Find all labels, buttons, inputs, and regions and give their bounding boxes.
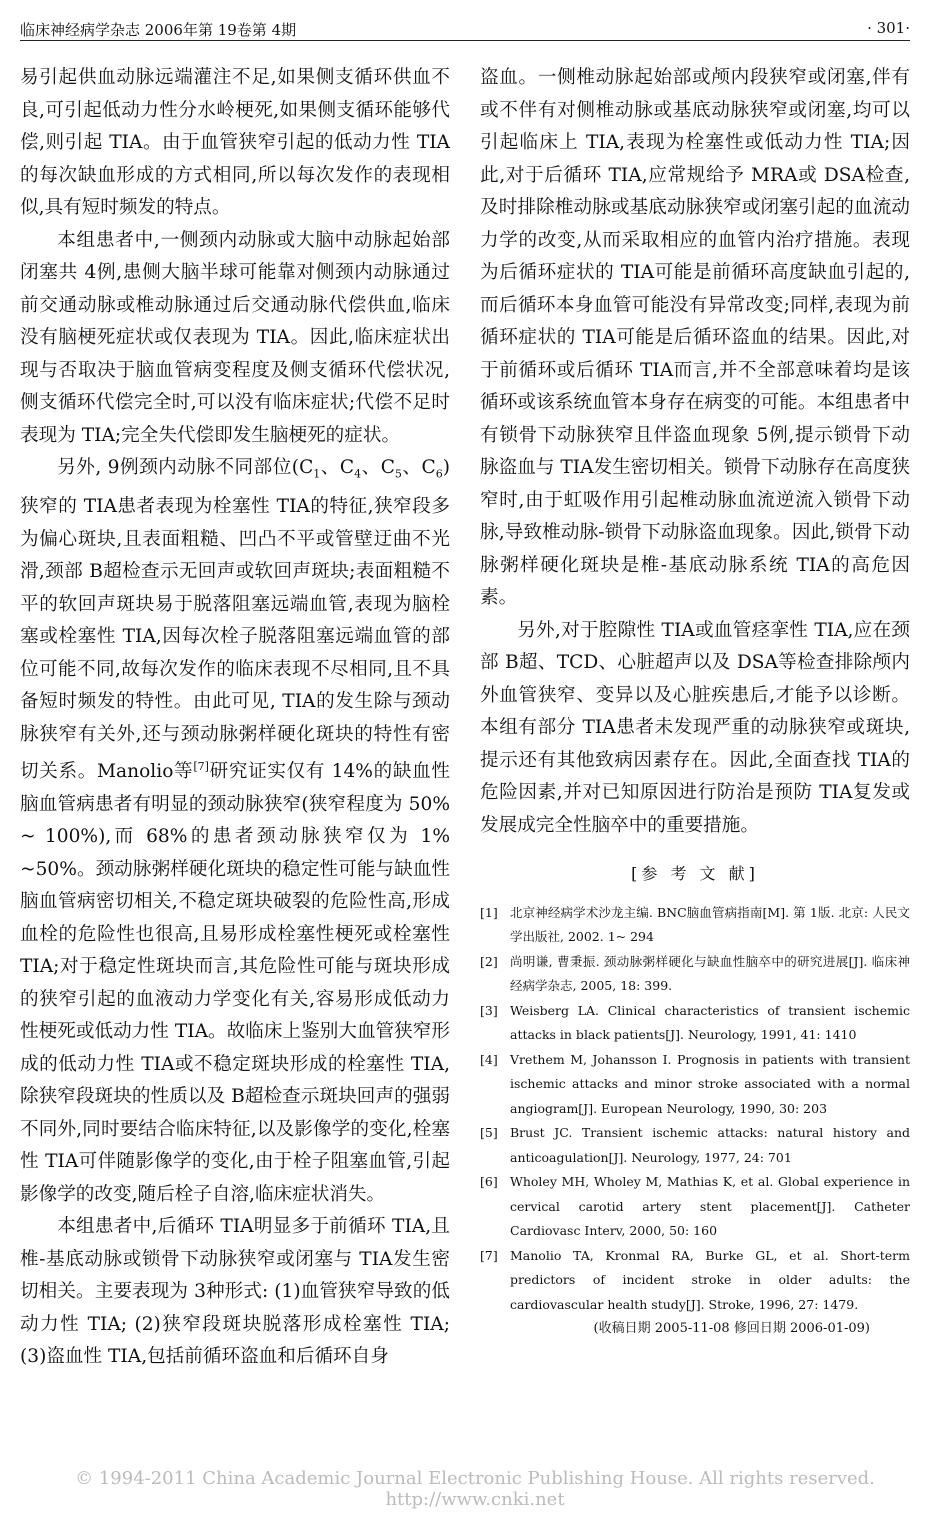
reference-text: Brust JC. Transient ischemic attacks: natural history and anticoagulation[J]. Neurology, 1977, 24: 701	[510, 1125, 910, 1165]
reference-text: Manolio TA, Kronmal RA, Burke GL, et al. Short-term predictors of incident stroke in older adults: the cardiovascular health study[J]. Stroke, 1996, 27: 1479.	[510, 1247, 910, 1312]
reference-text: 北京神经病学术沙龙主编. BNC脑血管病指南[M]. 第 1版. 北京: 人民文学出版社, 2002. 1~ 294	[510, 904, 910, 944]
paragraph-2: 本组患者中,一侧颈内动脉或大脑中动脉起始部闭塞共 4例,患侧大脑半球可能靠对侧颈内动脉通过前交通动脉或椎动脉通过后交通动脉代偿供血,临床没有脑梗死症状或仅表现为 TIA。因此,临床症状出现与否取决于脑血管病变程度及侧支循环代偿状况,侧支循环代偿完全时,可以没有临床症状;代偿不足时表现为 TIA;完全失代偿即发生脑梗死的症状。	[20, 229, 450, 446]
reference-text: Weisberg LA. Clinical characteristics of transient ischemic attacks in black patients[J]. Neurology, 1991, 41: 1410	[510, 1002, 910, 1042]
segment-c1-sub: 1	[313, 467, 321, 481]
paragraph-3	[20, 452, 450, 1211]
page-number: · 301·	[867, 19, 910, 37]
reference-2	[480, 950, 910, 999]
received-dates: (收稿日期 2005-11-08 修回日期 2006-01-09)	[593, 1321, 870, 1336]
reference-4	[480, 1048, 910, 1122]
references-title: [参 考 文 献]	[631, 864, 759, 883]
reference-7	[480, 1244, 910, 1318]
reference-number: [7]	[480, 1247, 498, 1263]
reference-6	[480, 1170, 910, 1244]
reference-number: [5]	[480, 1125, 498, 1140]
segment-c6: 、C	[401, 457, 436, 478]
running-header	[20, 16, 910, 41]
segment-c1: C	[299, 457, 314, 478]
copyright-footer: © 1994-2011 China Academic Journal Electronic Publishing House. All rights reserved. http://www.cnki.net	[75, 1468, 875, 1510]
reference-1	[480, 901, 910, 950]
citation-7: [7]	[193, 760, 209, 774]
segment-c4-sub: 4	[354, 467, 362, 481]
reference-5	[480, 1121, 910, 1170]
segment-c6-sub: 6	[435, 467, 443, 481]
paragraph-3-start: 另外, 9例颈内动脉不同部位(	[57, 457, 300, 478]
segment-c5: 、C	[361, 457, 395, 478]
reference-3	[480, 999, 910, 1048]
reference-text: 尚明谦, 曹秉振. 颈动脉粥样硬化与缺血性脑卒中的研究进展[J]. 临床神经病学杂志, 2005, 18: 399.	[510, 953, 910, 993]
reference-number: [6]	[480, 1174, 498, 1189]
paragraph-4: 本组患者中,后循环 TIA明显多于前循环 TIA,且椎-基底动脉或锁骨下动脉狭窄或闭塞与 TIA发生密切相关。主要表现为 3种形式: (1)血管狭窄导致的低动力性 TIA; (2)狭窄段斑块脱落形成栓塞性 TIA; (3)盗血性 TIA,包括前循环盗血和后循环自身	[20, 1216, 450, 1368]
paragraph-3-middle: )狭窄的 TIA患者表现为栓塞性 TIA的特征,狭窄段多为偏心斑块,且表面粗糙、凹凸不平或管壁迂曲不光滑,颈部 B超检查示无回声或软回声斑块;表面粗糙不平的软回声斑块易于脱落阻塞远端血管,表现为脑栓塞或栓塞性 TIA,因每次栓子脱落阻塞远端血管的部位可能不同,故每次发作的临床表现不尽相同,且不具备短时频发的特性。由此可见, TIA的发生除与颈动脉狭窄有关外,还与颈动脉粥样硬化斑块的特性有密切关系。Manolio等	[20, 457, 450, 783]
paragraph-6: 另外,对于腔隙性 TIA或血管痉挛性 TIA,应在颈部 B超、TCD、心脏超声以及 DSA等检查排除颅内外血管狭窄、变异以及心脏疾患后,才能予以诊断。本组有部分 TIA患者未发现严重的动脉狭窄或斑块,提示还有其他致病因素存在。因此,全面查找 TIA的危险因素,并对已知原因进行防治是预防 TIA复发或发展成完全性脑卒中的重要措施。	[480, 619, 910, 836]
reference-number: [3]	[480, 1002, 498, 1018]
segment-c4: 、C	[320, 457, 355, 478]
reference-text: Vrethem M, Johansson I. Prognosis in patients with transient ischemic attacks and minor stroke associated with a normal angiogram[J]. European Neurology, 1990, 30: 203	[510, 1051, 910, 1116]
reference-text: Wholey MH, Wholey M, Mathias K, et al. Global experience in cervical carotid artery stent placement[J]. Catheter Cardiovasc Interv, 2000, 50: 160	[510, 1174, 910, 1238]
paragraph-3-end: 研究证实仅有 14%的缺血性脑血管病患者有明显的颈动脉狭窄(狭窄程度为 50% ~ 100%),而 68%的患者颈动脉狭窄仅为 1% ~50%。颈动脉粥样硬化斑块的稳定性可能与缺血性脑血管病密切相关,不稳定斑块破裂的危险性高,形成血栓的危险性也很高,且易形成栓塞性梗死或栓塞性 TIA;对于稳定性斑块而言,其危险性可能与斑块形成的狭窄引起的血液动力学变化有关,容易形成低动力性梗死或低动力性 TIA。故临床上鉴别大血管狭窄形成的低动力性 TIA或不稳定斑块形成的栓塞性 TIA,除狭窄段斑块的性质以及 B超检查示斑块回声的强弱不同外,同时要结合临床特征,以及影像学的变化,栓塞性 TIA可伴随影像学的变化,由于栓子阻塞血管,引起影像学的改变,随后栓子自溶,临床症状消失。	[20, 761, 450, 1205]
left-column	[20, 62, 450, 1374]
segment-c5-sub: 5	[394, 467, 402, 481]
journal-info: 临床神经病学杂志 2006年第 19卷第 4期	[20, 21, 297, 39]
reference-list	[480, 901, 910, 1318]
reference-number: [4]	[480, 1051, 498, 1067]
paragraph-1: 易引起供血动脉远端灌注不足,如果侧支循环供血不良,可引起低动力性分水岭梗死,如果侧支循环能够代偿,则引起 TIA。由于血管狭窄引起的低动力性 TIA的每次缺血形成的方式相同,所以每次发作的表现相似,具有短时频发的特点。	[20, 67, 450, 218]
reference-number: [1]	[480, 904, 498, 920]
paragraph-5: 盗血。一侧椎动脉起始部或颅内段狭窄或闭塞,伴有或不伴有对侧椎动脉或基底动脉狭窄或闭塞,均可以引起临床上 TIA,表现为栓塞性或低动力性 TIA;因此,对于后循环 TIA,应常规给予 MRA或 DSA检查,及时排除椎动脉或基底动脉狭窄或闭塞引起的血流动力学的改变,从而采取相应的血管内治疗措施。表现为后循环症状的 TIA可能是前循环高度缺血引起的,而后循环本身血管可能没有异常改变;同样,表现为前循环症状的 TIA可能是后循环盗血的结果。因此,对于前循环或后循环 TIA而言,并不全部意味着均是该循环或该系统血管本身存在病变的可能。本组患者中有锁骨下动脉狭窄且伴盗血现象 5例,提示锁骨下动脉盗血与 TIA发生密切相关。锁骨下动脉存在高度狭窄时,由于虹吸作用引起椎动脉血流逆流入锁骨下动脉,导致椎动脉-锁骨下动脉盗血现象。因此,锁骨下动脉粥样硬化斑块是椎-基底动脉系统 TIA的高危因素。	[480, 67, 910, 608]
reference-number: [2]	[480, 953, 498, 969]
right-column	[480, 62, 910, 1341]
